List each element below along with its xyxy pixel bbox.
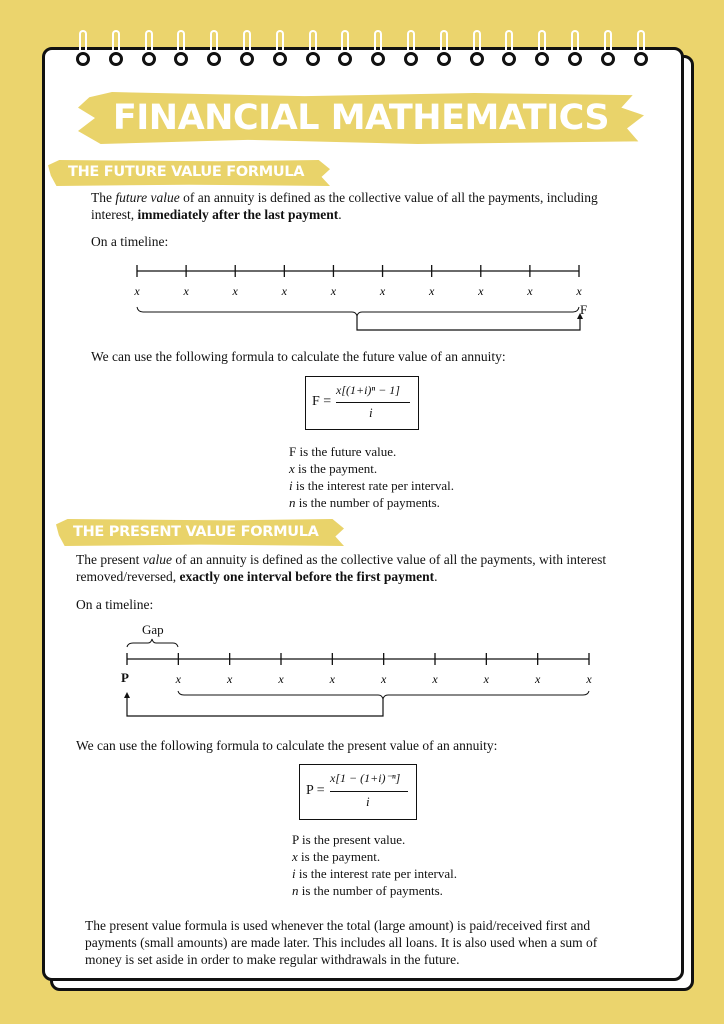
pv-fraction-bar [330, 791, 408, 792]
pv-usage-note: The present value formula is used whenever the total (large amount) is paid/received first and payments (small amounts) are made later. This includes all loans. It is also used when a sum of money is set aside in order to make regular withdrawals in the future. [85, 918, 598, 967]
pv-start-label: P [121, 670, 129, 685]
payment-label: x [227, 672, 233, 686]
fv-formula-numerator: x[(1+i)ⁿ − 1] [336, 383, 400, 397]
fv-legend-item: F is the future value. [289, 444, 397, 459]
pv-formula-lhs: P = [306, 783, 325, 798]
payment-label: x [535, 672, 541, 686]
payment-label: x [379, 284, 386, 298]
pv-timeline-label: On a timeline: [76, 597, 154, 612]
pv-legend-item: x is the payment. [292, 849, 381, 864]
pv-heading: THE PRESENT VALUE FORMULA [73, 524, 319, 540]
pv-definition: The present value of an annuity is defined as the collective value of all the payments, with interest removed/reversed, exactly one interval before the first payment. [76, 552, 607, 584]
fv-formula-lhs: F = [312, 394, 332, 409]
fv-heading: THE FUTURE VALUE FORMULA [68, 164, 305, 180]
payment-label: x [183, 284, 189, 298]
payment-label: x [175, 672, 181, 686]
fv-timeline-label: On a timeline: [91, 234, 169, 249]
pv-legend [292, 831, 457, 899]
payment-label: x [330, 284, 337, 298]
payment-label: x [278, 672, 284, 686]
pv-formula-intro: We can use the following formula to calculate the present value of an annuity: [76, 738, 498, 753]
fv-definition: The future value of an annuity is defined as the collective value of all the payments, including interest, immediately after the last payment. [91, 190, 598, 222]
pv-legend-item: i is the interest rate per interval. [292, 866, 457, 881]
payment-label: x [483, 672, 489, 686]
payment-label: x [429, 284, 435, 298]
payment-label: x [134, 284, 140, 298]
payment-label: x [329, 672, 335, 686]
payment-label: x [381, 672, 387, 686]
fv-formula-intro: We can use the following formula to calculate the future value of an annuity: [91, 349, 506, 364]
pv-gap-label: Gap [142, 622, 164, 637]
pv-formula-denominator: i [366, 794, 370, 809]
payment-label: x [576, 284, 582, 298]
fv-end-label: F [580, 302, 588, 317]
fv-legend-item: n is the number of payments. [289, 495, 440, 510]
payment-label: x [586, 672, 592, 686]
pv-legend-item: P is the present value. [292, 832, 406, 847]
pv-legend-item: n is the number of payments. [292, 883, 443, 898]
pv-formula-numerator: x[1 − (1+i)⁻ⁿ] [330, 771, 401, 785]
payment-label: x [281, 284, 287, 298]
payment-label: x [527, 284, 533, 298]
fv-legend-item: i is the interest rate per interval. [289, 478, 454, 493]
page-title: FINANCIAL MATHEMATICS [112, 98, 610, 138]
payment-label: x [232, 284, 238, 298]
payment-label: x [478, 284, 484, 298]
pv-formula-box [299, 764, 417, 820]
payment-label: x [432, 672, 438, 686]
fv-formula-denominator: i [369, 405, 373, 420]
fv-legend-item: x is the payment. [289, 461, 378, 476]
